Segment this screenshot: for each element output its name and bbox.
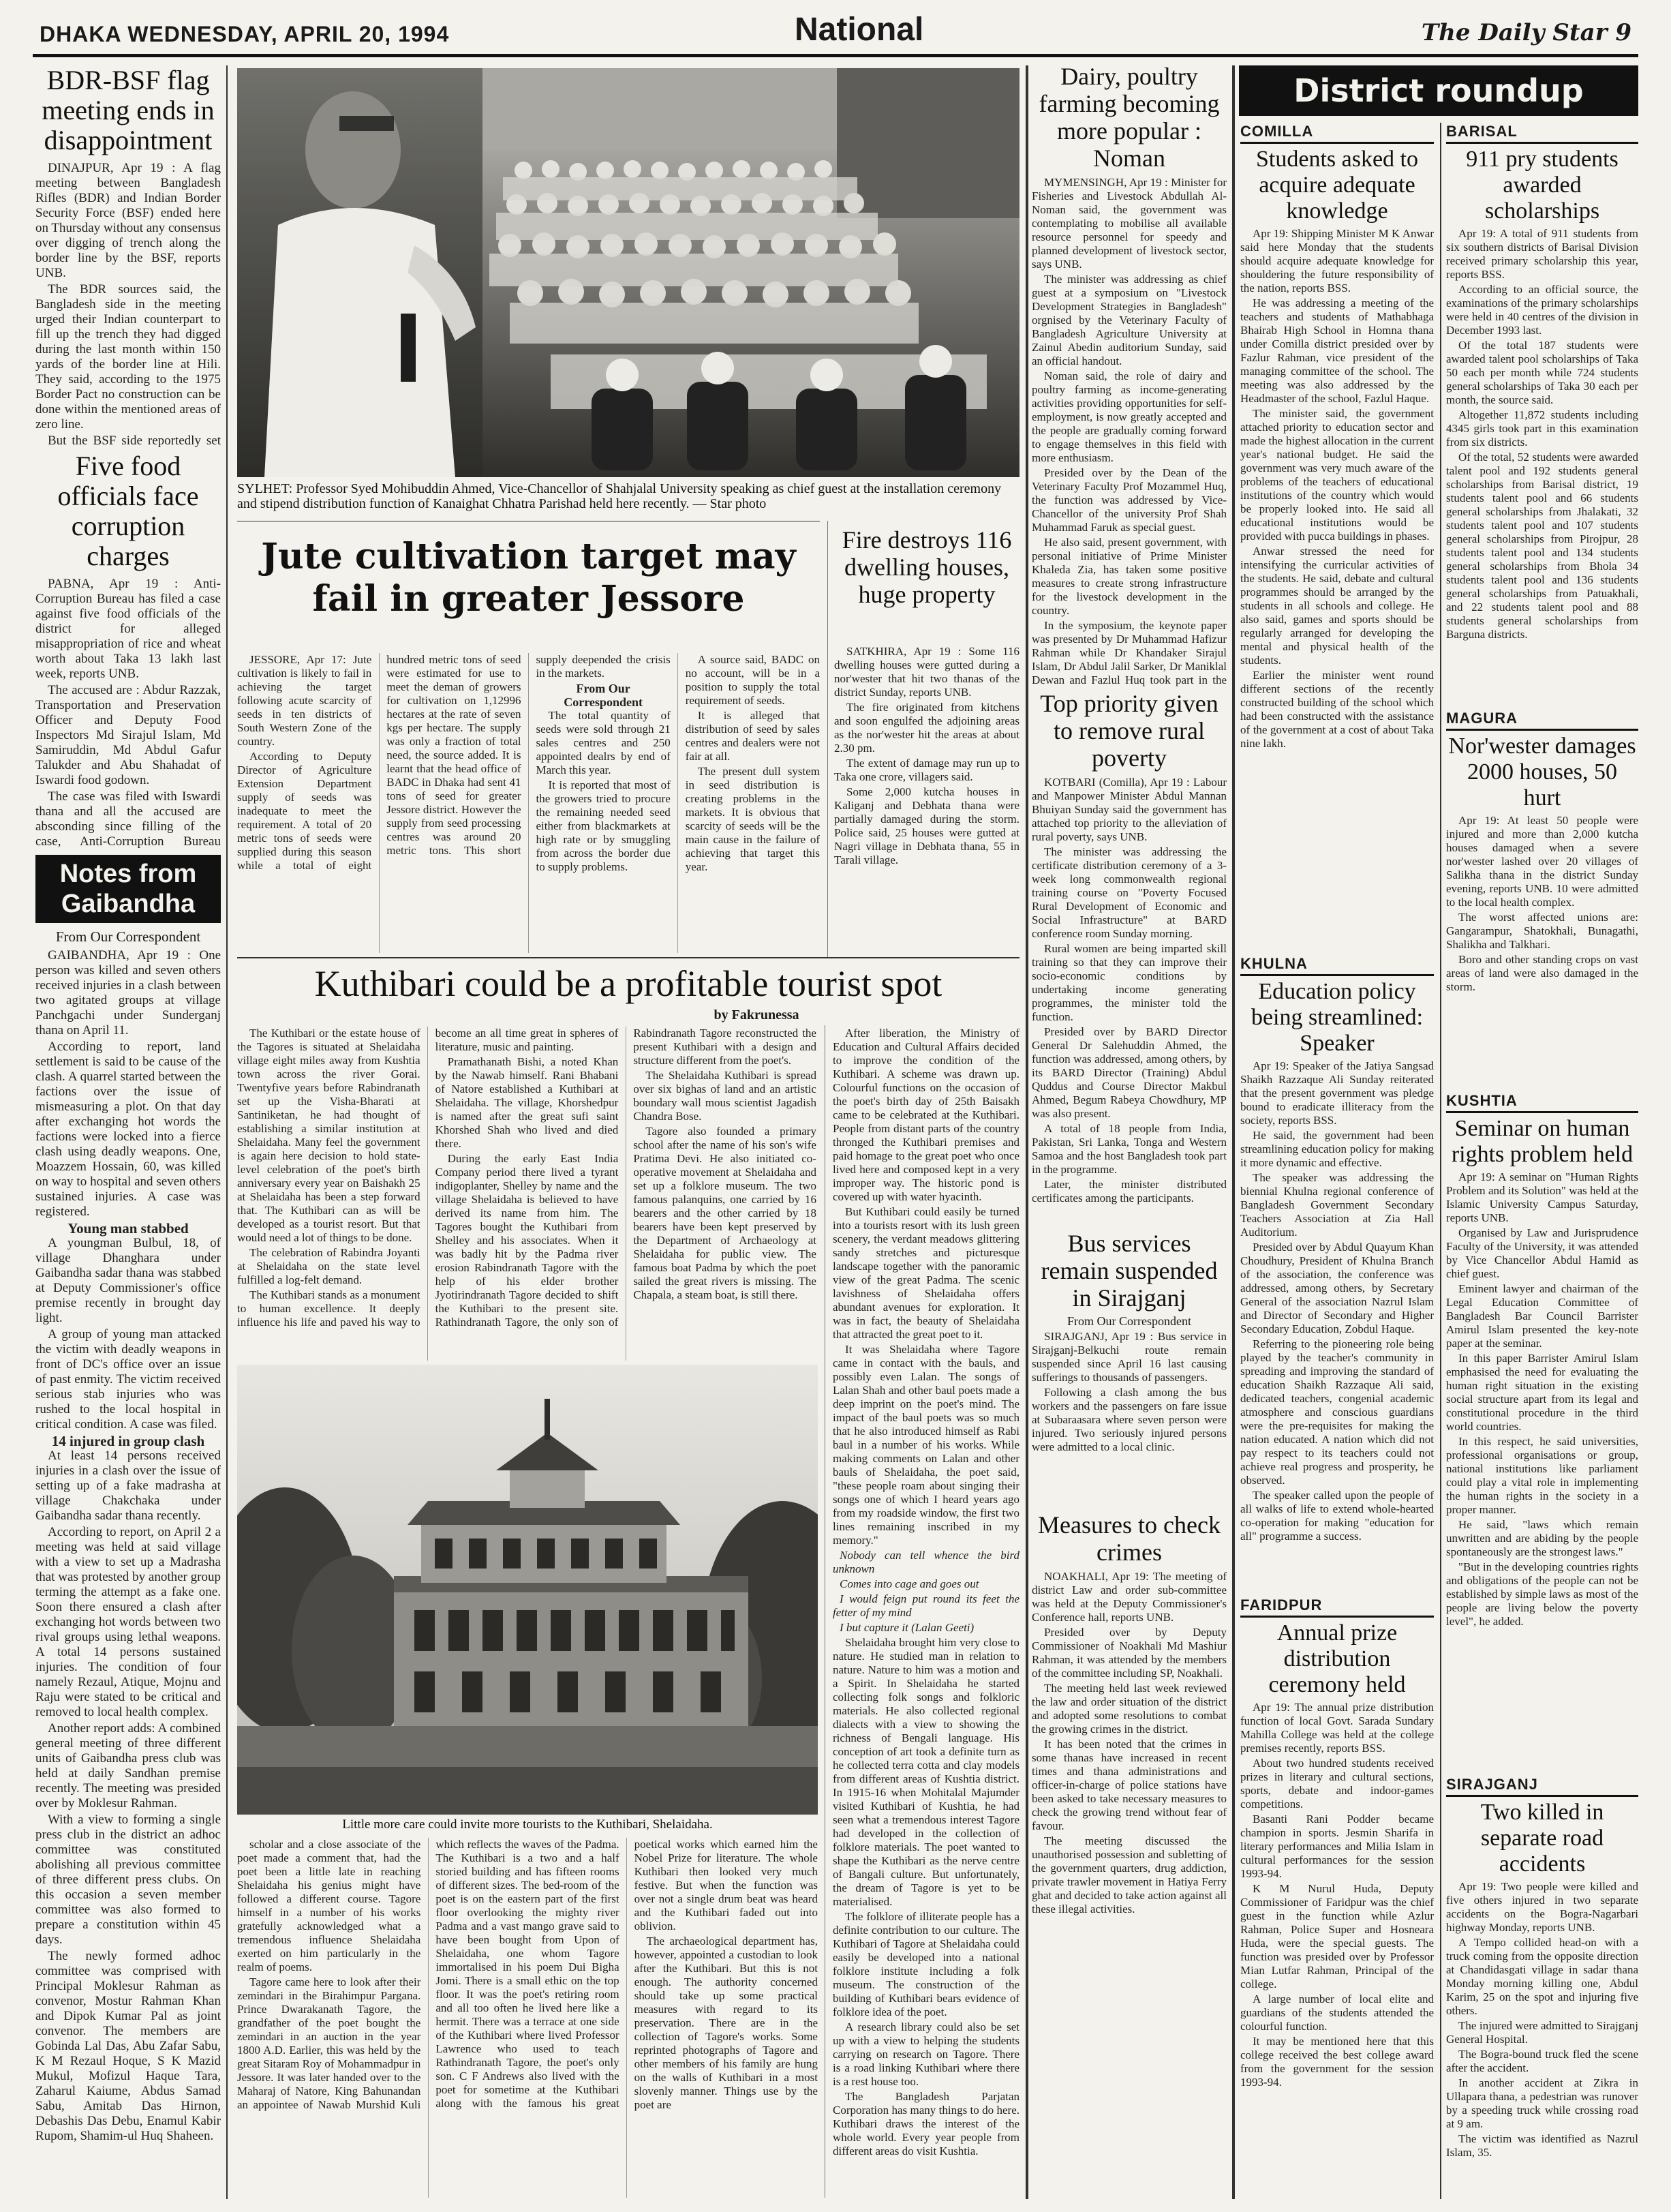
- paragraph: A youngman Bulbul, 18, of village Dhanghara under Gaibandha sadar thana was stabbed at Deputy Commissioner's office premise recently in brought day light.: [35, 1236, 221, 1325]
- paragraph: Of the total 187 students were awarded talent pool scholarships of Taka 50 each per month while 724 students general scholarships of Taka 30 each per month, the source said.: [1446, 339, 1638, 406]
- paragraph: He said, "laws which remain unwritten and are abiding by the people spontaneously are the strongest laws.": [1446, 1518, 1638, 1558]
- comilla-article: [1240, 227, 1434, 950]
- paragraph: Anwar stressed the need for intensifying the curricular activities of the students. He said, debate and cultural programmes should be arranged by the students in all schools and college. He also said, games and sports should be regularly arranged for developing the mental and physical health of the students.: [1240, 545, 1434, 667]
- paragraph: The celebration of Rabindra Joyanti at Shelaidaha on the state level fulfilled a log-felt demand.: [237, 1246, 420, 1286]
- paragraph: NOAKHALI, Apr 19: The meeting of district Law and order sub-committee was held at the Deputy Commissioner's Conference hall, reports UNB.: [1032, 1570, 1227, 1624]
- magura-label: MAGURA: [1446, 710, 1638, 731]
- paragraph: Apr 19: At least 50 people were injured and more than 2,000 kutcha houses damaged when a severe nor'wester lashed over 20 villages of Salikha thana in the district Sunday evening, reports UNB. 10 were admitted to the local health complex.: [1446, 814, 1638, 909]
- paragraph: The case was filed with Iswardi thana and all the accused are absconding since filling of the case, Anti-Corruption Bureau: [35, 789, 221, 849]
- khulna-article: [1240, 1059, 1434, 1591]
- paragraph: The Kuthibari stands as a monument to human excellence. It deeply influence his life and paved his way to become an all time great in spheres of literature, music and painting.: [237, 1027, 619, 1329]
- verse-line: Comes into cage and goes out: [840, 1577, 979, 1590]
- paragraph: Presided over by Abdul Quayum Khan Choudhury, President of Khulna Branch of the association, the conference was addressed, among others, by Secretary General of the association Nazrul Islam and Director of Secondary and Higher Secondary Education, Zobdul Haque.: [1240, 1241, 1434, 1335]
- paragraph: A large number of local elite and guardians of the students attended the colourful function.: [1240, 1993, 1434, 2033]
- jute-headline: Jute cultivation target may fail in greater Jessore: [261, 536, 796, 620]
- left-column: [35, 65, 221, 2199]
- paragraph: In the symposium, the keynote paper was presented by Dr Muhammad Hafizur Rahman while Dr Khandaker Sirajul Islam, Dr Abdul Jalil Sarker, Dr Maniklal Dewan and Fazlul Huq took part in the: [1032, 619, 1227, 686]
- paragraph: Presided over by Deputy Commissioner of Noakhali Md Mashiur Rahman, it was attended by the members of the committee including SP, Noakhali.: [1032, 1626, 1227, 1680]
- paragraph: The folklore of illiterate people has a definite contribution to our culture. The Kuthibari of Tagore at Shelaidaha could easily be developed into a national folklore institute including a folk museum. The construction of the building of Kuthibari bears evidence of folklore idea of the poet.: [833, 1910, 1020, 2018]
- priority-article: [1032, 776, 1227, 1226]
- sirajganj-headline: Two killed in separate road accidents: [1480, 1800, 1604, 1877]
- paragraph: Tagore also founded a primary school after the name of his son's wife Pratima Devi. He also initiated co-operative movement at Shelaidaha and set up a folklore museum. The two famous palanquins, one carried by 16 bearers and the other carried by 18 bearers have been kept preserved by the Department of Archaeology at Shelaidaha for public view. The famous boat Padma by which the poet sailed the great rivers is missing. The Chapala, a steam boat, is still there.: [633, 1125, 816, 1301]
- paragraph: Tagore came here to look after their zemindari in the Birahimpur Pargana. Prince Dwarakanath Tagore, the grandfather of the poet bought the zemindari in an auction in the year 1800 A.D. Earlier, this was held by the great Sitaram Roy of Mohammadpur in Jessore. It was later handed over to the Maharaj of Natore, King Bahunandan an appointee of Nawab Murshid Kuli which reflects the waves of the Padma. The Kuthibari is a two and a half storied building and has fifteen rooms of different sizes. The bed-room of the poet is on the eastern part of the first floor overlooking the mighty river Padma and a vast mango grave said to have been bought from Upon of Shelaidaha, one whom Tagore immortalised in his poem Dui Bigha Jomi. There is a small ethic on the top floor. It was the poet's retiring room and all too often he lived here like a hermit. There was a terrace at one side of the Kuthibari where lived Professor Lawrence who used to teach Rathindranath Tagore, the poet's only son. C F Andrews also lived with the poet for sometime at the Kuthibari along with the famous his great poetical works which earned him the Nobel Prize for literature. The whole Kuthibari then looked very much festive. But when the function was over not a single drum beat was heard and the Kuthibari faded out into oblivion.: [237, 1838, 818, 2111]
- dairy-article: [1032, 176, 1227, 687]
- paragraph: Presided over by the Dean of the Veterinary Faculty Prof Mozammel Huq, the function was addressed by Vice-Chancellor of the university Prof Shah Muhammad Faruk as special guest.: [1032, 466, 1227, 534]
- paragraph: It may be mentioned here that this college received the best college award from the government for the session 1993-94.: [1240, 2035, 1434, 2089]
- kuthibari-photo-svg: [237, 1365, 818, 1815]
- paragraph: According to report, land settlement is said to be cause of the clash. A quarrel started between the factions over the issue of mismeasuring a plot. On that day after exchanging hot words the factions were locked into a fierce clash using deadly weapons. One, Moazzem Hossain, 60, was killed on way to hospital and seven others sustained injuries. A case was registered.: [35, 1040, 221, 1219]
- paragraph: In this paper Barrister Amirul Islam emphasised the need for evaluating the human right situation in the existing social structure apart from its legal and constitutional procedure in the third world countries.: [1446, 1352, 1638, 1433]
- paragraph: SIRAJGANJ, Apr 19 : Bus service in Sirajganj-Belkuchi route remain suspended since April 16 last causing sufferings to thousands of passengers.: [1032, 1330, 1227, 1384]
- paragraph: The total quantity of seeds were sold through 21 sales centres and 250 appointed dealrs by end of March this year.: [536, 709, 671, 776]
- crime-headline: Measures to check crimes: [1038, 1511, 1221, 1566]
- magura-article: [1446, 814, 1638, 1087]
- paragraph: The accused are : Abdur Razzak, Transportation and Preservation Officer and Deputy Food Inspectors Md Sirajul Islam, Md Samiruddin, Md Abdul Gafur Talukder and Abu Shahadat of Iswardi food godown.: [35, 683, 221, 787]
- paragraph: The Shelaidaha Kuthibari is spread over six bighas of land and an artistic boundary wall mous scientist Jagadish Chandra Bose.: [633, 1069, 816, 1123]
- rule: [827, 521, 828, 957]
- paragraph: Altogether 11,872 students including 4345 girls took part in this examination from six districts.: [1446, 408, 1638, 449]
- fire-article: [834, 645, 1020, 952]
- faridpur-article: [1240, 1701, 1434, 2137]
- district-roundup-title: District roundup: [1239, 65, 1638, 116]
- bus-article: [1032, 1330, 1227, 1507]
- food-article: [35, 577, 221, 849]
- paragraph: Apr 19: A seminar on "Human Rights Problem and its Solution" was held at the Islamic University Campus Saturday, reports UNB.: [1446, 1170, 1638, 1224]
- paragraph: At least 14 persons received injuries in a clash over the issue of setting up of a fake madrasha at village Chakchaka under Gaibandha sadar thana recently.: [35, 1449, 221, 1523]
- paragraph: But the BSF side reportedly set: [48, 434, 221, 447]
- column-rule: [1440, 123, 1441, 2199]
- paragraph: "But in the developing countries rights and obligations of the people can not be established by simple laws as most of the people are living below the poverty level", he added.: [1446, 1560, 1638, 1628]
- sylhet-photo-caption: SYLHET: Professor Syed Mohibuddin Ahmed, Vice-Chancellor of Shahjalal University speaking as chief guest at the installation ceremony and stipend distribution function of Kanaighat Chhatra Parishad held here recently. — Star photo: [237, 481, 1002, 511]
- paragraph: It is alleged that distribution of seed by sales centres and dealers were not fair at all.: [685, 709, 820, 763]
- notes-article: [35, 948, 221, 2148]
- paragraph: About two hundred students received prizes in literary and cultural sections, sports, debate and indoor-games competitions.: [1240, 1757, 1434, 1810]
- notes-title: Notes from Gaibandha: [35, 855, 221, 923]
- paragraph: Some 2,000 kutcha houses in Kaliganj and Debhata thana were partially damaged during the storm. Police said, 25 houses were gutted at Nagri village in Debhata thana, 55 in Tarali village.: [834, 785, 1020, 866]
- paragraph: Following a clash among the bus workers and the passengers on fare issue at Subaraasara where seven person were injured. Two seriously injured persons were admitted to a local clinic.: [1032, 1386, 1227, 1453]
- paragraph: The minister was addressing as chief guest at a symposium on "Livestock Development Strategies in Bangladesh" orgnised by the Veterinary Faculty of Bangladesh Agriculture University at Zainul Abedin auditorium Sunday, said an official handout.: [1032, 273, 1227, 367]
- paragraph: The archaeological department has, however, appointed a custodian to look after the Kuthibari. But this is not enough. The authority concerned should take up some practical measures with regard to its preservation. There are in the collection of Tagore's works. Some reprinted photographs of Tagore and other members of his family are hung on the walls of Kuthibari in a most slovenly manner. Things use by the poet are: [634, 1935, 818, 2111]
- sylhet-ceremony-photo-svg: [237, 68, 1020, 477]
- bus-byline: From Our Correspondent: [1067, 1314, 1191, 1328]
- dateline: DHAKA WEDNESDAY, APRIL 20, 1994: [40, 22, 450, 46]
- paragraph: He also said, present government, with personal initiative of Prime Minister Khaleda Zia, has taken some positive measures to create strong infrastructure for the livestock development in the country.: [1032, 536, 1227, 617]
- paragraph: Boro and other standing crops on vast areas of land were also damaged in the storm.: [1446, 953, 1638, 993]
- kuthibari-photo: [237, 1365, 818, 1815]
- verse-line: I would feign put round its feet the fetter of my mind: [833, 1592, 1020, 1619]
- paragraph: He said, the government had been streamlining education policy for making it more dynamic and effective.: [1240, 1129, 1434, 1169]
- verse-line: I but capture it (Lalan Geeti): [840, 1621, 975, 1634]
- paragraph: Shelaidaha brought him very close to nature. He studied man in relation to nature. Nature to him was a motion and a Spirit. In Shelaidaha he started collecting folk songs and folkloric materials. He also collected regional dialects with a view to showing the richness of Bengali language. His conception of art took a definite turn as he collected terra cotta and clay models from different areas of Kushtia district. In 1915-16 when Mohitalal Majumder visited Kuthibari of Kushtia, he had seen what a tremendous interest Tagore had developed in the collection of folklore materials. The poet wanted to shape the Kuthibari as the nerve centre of Bangali culture. But unfortunately, the dream of Tagore is yet to be materialised.: [833, 1636, 1020, 1908]
- paragraph: The extent of damage may run up to Taka one crore, villagers said.: [834, 757, 1020, 783]
- column-rule: [1233, 65, 1235, 2199]
- kuthibari-byline: by Fakrunessa: [714, 1007, 799, 1022]
- barisal-article: [1446, 227, 1638, 704]
- paragraph: PABNA, Apr 19 : Anti-Corruption Bureau has filed a case against five food officials of the district for alleged misappropriation of rice and wheat worth about Taka 13 lakh last week, reports UNB.: [35, 577, 221, 681]
- comilla-label: COMILLA: [1240, 123, 1434, 144]
- paragraph: Apr 19: Shipping Minister M K Anwar said here Monday that the students should acquire adequate knowledge for shouldering the future responsibility of the nation, reports BSS.: [1240, 227, 1434, 294]
- paragraph: Earlier the minister went round different sections of the recently constructed building of the school which had been constructed with the assistance of the government at a cost of about Taka nine lakh.: [1240, 669, 1434, 750]
- barisal-label: BARISAL: [1446, 123, 1638, 144]
- district-column-a: [1240, 123, 1434, 2199]
- paragraph: In this respect, he said universities, professional organisations or group, national institutions like parliament could play a vital role in implementing the human rights in the society in a proper manner.: [1446, 1435, 1638, 1516]
- paragraph: With a view to forming a single press club in the district an adhoc committee was constituted abolishing all previous committee of three different press clubs. On this occasion a seven member committee was also formed to prepare a constitution within 45 days.: [35, 1813, 221, 1947]
- khulna-label: KHULNA: [1240, 955, 1434, 976]
- newspaper-name: The Daily Star 9: [1421, 19, 1631, 46]
- paragraph: A Tempo collided head-on with a truck coming from the opposite direction at Chandidasgati village in sadar thana Monday morning killing one, Abdul Karim, 25 on the spot and injuring five others.: [1446, 1936, 1638, 2017]
- paragraph: The speaker called upon the people of all walks of life to extend whole-hearted co-operation for making "education for all" programme a success.: [1240, 1489, 1434, 1543]
- crime-article: [1032, 1570, 1227, 2061]
- paragraph: DINAJPUR, Apr 19 : A flag meeting between Bangladesh Rifles (BDR) and Indian Border Security Force (BSF) ended here on Thursday without any consensus over digging of trench along the border line by the BSF, reports UNB.: [35, 161, 221, 280]
- kushtia-article: [1446, 1170, 1638, 1770]
- jute-article: [237, 653, 820, 953]
- jute-byline: From Our Correspondent: [564, 682, 643, 709]
- paragraph: According to Deputy Director of Agriculture Extension Department supply of seeds was inadequate to meet the requirement. A total of 20 metric tons of seeds were supplied during this season while a total of eight hundred metric tons of seed were estimated for use to meet the deman of growers for cultivation on 1,12996 hectares at the rate of seven kgs per hectare. The supply was only a fraction of total need, the source added. It is learnt that the head office of BADC in Dhaka had sent 41 tons of seed for greater Jessore district. However the supply from seed processing centres was around 20 metric tons. This short supply deepended the crisis in the markets.: [237, 653, 671, 872]
- paragraph: Apr 19: The annual prize distribution function of local Govt. Sarada Sundary Mahilla College was held at the college premises recently, reports BSS.: [1240, 1701, 1434, 1755]
- paragraph: K M Nurul Huda, Deputy Commissioner of Faridpur was the chief guest in the function while Azlur Rahman, Police Super and Hosneara Huda, were the special guests. The function was presided over by Professor Mian Lutfar Rahman, Principal of the college.: [1240, 1882, 1434, 1990]
- dairy-headline: Dairy, poultry farming becoming more popular : Noman: [1039, 63, 1220, 172]
- kuthibari-article-upper: [237, 1027, 816, 1361]
- kuthibari-headline: Kuthibari could be a profitable tourist spot: [314, 963, 942, 1004]
- paragraph: Noman said, the role of dairy and poultry farming as income-generating activities providing opportunities for self-employment, is now greatly accepted and the people are gradually coming forward to engage themselves in this field with more enthusiasm.: [1032, 369, 1227, 464]
- paragraph: Presided over by BARD Director General Dr Salehuddin Ahmed, the function was addressed, among others, by its BARD Director (Training) Abdul Quddus and Course Director Makbul Ahmed, Begum Rabeya Chowdhury, MP was also present.: [1032, 1025, 1227, 1120]
- paragraph: The meeting discussed the unauthorised possession and subletting of the government quarters, drug addiction, private trawler movement in Hatiya Ferry ghat and decided to take action against all these illegal activities.: [1032, 1834, 1227, 1915]
- paragraph: The injured were admitted to Sirajganj General Hospital.: [1446, 2019, 1638, 2046]
- paragraph: Pramathanath Bishi, a noted Khan by the Nawab himself. Rani Bhabani of Natore established a Kuthibari at Shelaidaha. The village, Khorshedpur is named after the great sufi saint Khorshed Shah who lived and died there.: [435, 1055, 619, 1150]
- paragraph: According to an official source, the examinations of the primary scholarships were held in 40 centres of the division in December 1993 last.: [1446, 283, 1638, 337]
- khulna-headline: Education policy being streamlined: Speaker: [1251, 979, 1424, 1056]
- kuthibari-photo-caption: Little more care could invite more tourists to the Kuthibari, Shelaidaha.: [342, 1817, 713, 1832]
- district-column-b: [1446, 123, 1638, 2199]
- paragraph: Of the total, 52 students were awarded talent pool and 192 students general scholarships from Barisal district, 19 students talent pool and 66 students general scholarships from Jhalakati, 32 students talent pool and 107 students general scholarships from Pirojpur, 28 students talent pool and 134 students general scholarships from Bhola 34 students talent pool and 136 students general scholarships from Patuakhali, and 22 students talent pool and 88 students general scholarships from Barguna districts.: [1446, 451, 1638, 641]
- comilla-headline: Students asked to acquire adequate knowledge: [1256, 147, 1418, 224]
- paragraph: After liberation, the Ministry of Education and Cultural Affairs decided to improve the condition of the Kuthibari. A scheme was drawn up. Colourful functions on the occasion of the poet's birth day of 25th Baisakh came to be celebrated at the Kuthibari. People from distant parts of the country thronged the Kuthibari premises and paid homage to the great poet who once lived here and composed kept in a very improper way. The historic pond is covered up with water hyacinth.: [833, 1027, 1020, 1203]
- paragraph: SATKHIRA, Apr 19 : Some 116 dwelling houses were gutted during a nor'wester that hit two thanas of the district Sunday, reports UNB.: [834, 645, 1020, 699]
- faridpur-label: FARIDPUR: [1240, 1596, 1434, 1618]
- paragraph: GAIBANDHA, Apr 19 : One person was killed and seven others received injuries in a clash between two agitated groups at village Panchgachi under Sunderganj thana on April 11.: [35, 948, 221, 1037]
- paragraph: Later, the minister distributed certificates among the participants.: [1032, 1178, 1227, 1205]
- paragraph: JESSORE, Apr 17: Jute cultivation is likely to fail in achieving the target following acute scarcity of seeds in ten districts of South Western Zone of the country.: [237, 653, 372, 748]
- paragraph: The BDR sources said, the Bangladesh side in the meeting urged their Indian counterpart to fill up the trench they had digged during the last month within 150 yards of the border line at Hili. They said, according to the 1975 Border Pact no construction can be done within the mentioned areas of zero line.: [35, 282, 221, 431]
- paragraph: A total of 18 people from India, Pakistan, Sri Lanka, Tonga and Western Samoa and the host Bangladesh took part in the programme.: [1032, 1122, 1227, 1176]
- paragraph: scholar and a close associate of the poet made a comment that, had the poet been a little late in reaching Shelaidaha his genius might have followed a different course. Tagore himself in a number of his works gratefully acknowledged what a tremendous influence Shelaidaha exerted on him particularly in the realm of poems.: [237, 1838, 421, 1973]
- paragraph: Apr 19: A total of 911 students from six southern districts of Barisal Division received primary scholarship this year, reports BSS.: [1446, 227, 1638, 281]
- paragraph: But Kuthibari could easily be turned into a tourists resort with its lush green scenery, the verdant meadows glittering sandy stretches and picturesque landscape together with the panoramic view of the great Padma. The scenic lavishness of Shelaidaha offers abundant avenues for exploration. It was in fact, the beauty of Shelaidaha that attracted the great poet to it.: [833, 1205, 1020, 1341]
- injured-subhead: 14 injured in group clash: [51, 1433, 205, 1449]
- sylhet-ceremony-photo: [237, 68, 1020, 477]
- paragraph: The newly formed adhoc committee was comprised with Principal Moklesur Rahman as convenor, Mostur Rahman Khan and Dipok Kumar Pal as joint convenor. The members are Gobinda Lal Das, Abu Zafar Sabu, K M Rezaul Hoque, S K Mazid Mukul, Mofizul Haque Tara, Zaharul Kaiume, Abdus Samad Sabu, Amitab Das Hirnon, Debashis Das Debu, Enamul Kabir Rupom, Shamim-ul Huq Shaheen.: [35, 1949, 221, 2143]
- rule: [237, 957, 1020, 958]
- paragraph: Referring to the pioneering role being played by the teacher's community in spreading and improving the standard of education Shaikh Razzaque Ali said, dedicated teachers, congenial academic atmosphere and conscious guardians were the pre-requisites for making the nation educated. A nation which did not pay respect to its teachers could not achieve real progress and prosperity, he observed.: [1240, 1337, 1434, 1487]
- paragraph: The Kuthibari or the estate house of the Tagores is situated at Shelaidaha village eight miles away from Kushtia town across the river Gorai. Twentyfive years before Rabindranath set up the Visha-Bharati at Santiniketan, he had thought of establishing a similar institution at Shelaidaha. Many feel the government is again here decision to hold state-level celebration of the poet's birth anniversary every year on Baishakh 25 at Shelaidaha has been a step forward that. The Kuthibari can as will be developed as a tourist resort. But that would need a lot of things to be done.: [237, 1027, 420, 1244]
- paragraph: Another report adds: A combined general meeting of three different units of Gaibandha press club was held at daily Sandhan premise recently. The meeting was presided over by Moklesur Rahman.: [35, 1721, 221, 1810]
- paragraph: A research library could also be set up with a view to helping the students carrying on research on Tagore. There is a road linking Kuthibari where there is a rest house too.: [833, 2020, 1020, 2088]
- paragraph: The speaker was addressing the biennial Khulna regional conference of Bangladesh Government Secondary Teachers Association at Zia Hall Auditorium.: [1240, 1171, 1434, 1239]
- paragraph: MYMENSINGH, Apr 19 : Minister for Fisheries and Livestock Abdullah Al-Noman said, the government was contemplating to mobilise all available resource personnel for speedy and planned development of livestock sector, says UNB.: [1032, 176, 1227, 271]
- paragraph: It has been noted that the crimes in some thanas have increased in recent times and thana administrations and officer-in-charge of police stations have been asked to take necessary measures to check the growing trend without fear of favour.: [1032, 1738, 1227, 1832]
- paragraph: It was Shelaidaha where Tagore came in contact with the bauls, and possibly even Lalan. The songs of Lalan Shah and other baul poets made a deep imprint on the poet's mind. The impact of the baul poets was so much that he also introduced himself as Rabi baul in a number of his works. While making comments on Lalan and other bauls of Shelaidaha, the poet said, "these people roam about singing their songs one of which I heard years ago from my roadside window, the first two lines remaining inscribed in my memory.": [833, 1343, 1020, 1547]
- paragraph: Apr 19: Speaker of the Jatiya Sangsad Shaikh Razzaque Ali Sunday reiterated that the present government was pledge bound to eradicate illiteracy from the society, reports BSS.: [1240, 1059, 1434, 1127]
- center-section: [232, 65, 1024, 2202]
- paragraph: KOTBARI (Comilla), Apr 19 : Labour and Manpower Minister Abdul Mannan Bhuiyan Sunday said the government has attached top priority to the alleviation of rural poverty, says UNB.: [1032, 776, 1227, 843]
- paragraph: It is reported that most of the growers tried to procure the remaining needed seed either from blackmarkets at high rate or by smuggling from across the border due to supply problems.: [536, 778, 671, 873]
- kuthibari-article-right: [833, 1027, 1020, 2194]
- middle-right-column: [1032, 63, 1227, 2199]
- stabbed-subhead: Young man stabbed: [67, 1220, 189, 1237]
- paragraph: The minister said, the government attached priority to education sector and made the highest allocation in the current year's national budget. He said the government was very much aware of the problems of the teachers of educational institutions of the country which would be properly looked into. He said all educational institutions would be provided with pucca buildings in phases.: [1240, 407, 1434, 543]
- priority-headline: Top priority given to remove rural poverty: [1040, 690, 1218, 772]
- paragraph: The victim was identified as Nazrul Islam, 35.: [1446, 2132, 1638, 2159]
- paragraph: The present dull system in seed distribution is creating problems in the markets. It is obvious that scarcity of seeds will be the main cause in the failure of achieving that target this year.: [685, 765, 820, 873]
- paragraph: In another accident at Zikra in Ullapara thana, a pedestrian was runover by a speeding truck while crossing road at 9 am.: [1446, 2076, 1638, 2130]
- notes-byline: From Our Correspondent: [55, 928, 201, 945]
- paragraph: A source said, BADC on no account, will be in a position to supply the total requirement of seeds.: [685, 653, 820, 707]
- paragraph: Apr 19: Two people were killed and five others injured in two separate accidents on the Bogra-Nagarbari highway Monday, reports UNB.: [1446, 1880, 1638, 1934]
- masthead: [33, 10, 1638, 57]
- verse-line: Nobody can tell whence the bird unknown: [833, 1549, 1020, 1575]
- paragraph: The worst affected unions are: Gangarampur, Shatokhali, Bunagathi, Shalikha and Talkhari.: [1446, 911, 1638, 951]
- paragraph: During the early East India Company period there lived a tyrant indigoplanter, Shelley by name and the village Shelaidaha is believed to have derived its name from him. The Tagores bought the Kuthibari from Shelley and his associates. When it was badly hit by the Padma river erosion Rabindranath Tagore with the help of his elder brother Jyotirindranath Tagore decided to shift the Kuthibari to the present site. Rathindranath Tagore, the only son of Rabindranath Tagore reconstructed the present Kuthibari with a design and structure different from the poet's.: [435, 1027, 816, 1329]
- section-title: National: [786, 11, 932, 48]
- magura-headline: Nor'wester damages 2000 houses, 50 hurt: [1448, 733, 1636, 810]
- paragraph: He was addressing a meeting of the teachers and students of Mathabhaga Bhairab High School in Homna thana under Comilla district presided over by Fazlur Rahman, vice president of the managing committee of the school. The meeting was also addressed by the Headmaster of the school, Fazlul Haque.: [1240, 297, 1434, 405]
- bdr-headline: BDR-BSF flag meeting ends in disappointment: [42, 65, 215, 155]
- barisal-headline: 911 pry students awarded scholarships: [1466, 147, 1619, 224]
- kuthibari-article-lower: [237, 1838, 818, 2198]
- paragraph: Rural women are being imparted skill training so that they can improve their socio-economic conditions by undertaking income generating programmes, the minister told the function.: [1032, 942, 1227, 1023]
- sirajganj-article: [1446, 1880, 1638, 2199]
- paragraph: According to report, on April 2 a meeting was held at said village with a view to set up a Madrasha that was protested by another group terming the attempt as a fake one. Soon there ensured a clash after exchanging hot words between two rival groups using lethal weapons. A total 14 persons sustained injuries. The condition of four namely Rezaul, Atique, Mojnu and Raju were stated to be critical and removed to local health complex.: [35, 1525, 221, 1719]
- paragraph: A group of young man attacked the victim with deadly weapons in front of DC's office over an issue of past enmity. The victim received serious stab injuries who was rushed to the local hospital in critical condition. A case was filed.: [35, 1327, 221, 1431]
- paragraph: The minister was addressing the certificate distribution ceremony of a 3-week long commonwealth regional training course on "Poverty Focused Rural Development of Economic and Social Infrastructure" at BARD conference room Sunday morning.: [1032, 845, 1227, 940]
- paragraph: The meeting held last week reviewed the law and order situation of the district and adopted some resolutions to combat the growing crimes in the district.: [1032, 1682, 1227, 1736]
- bus-headline: Bus services remain suspended in Sirajganj: [1041, 1230, 1218, 1312]
- paragraph: Basanti Rani Podder became champion in sports. Jesmin Sharifa in literary performances and Milia Islam in cultural performances for the session 1993-94.: [1240, 1813, 1434, 1880]
- column-rule: [226, 65, 228, 2199]
- paragraph: Organised by Law and Jurisprudence Faculty of the University, it was attended by Vice Chancellor Abdul Hamid as chief guest.: [1446, 1226, 1638, 1280]
- fire-headline: Fire destroys 116 dwelling houses, huge property: [842, 526, 1012, 608]
- kushtia-headline: Seminar on human rights problem held: [1451, 1116, 1634, 1167]
- faridpur-headline: Annual prize distribution ceremony held: [1268, 1620, 1406, 1697]
- kushtia-label: KUSHTIA: [1446, 1092, 1638, 1113]
- column-rule: [1027, 65, 1028, 2199]
- paragraph: The fire originated from kitchens and soon engulfed the adjoining areas as the nor'wester hit the areas at about 2.30 pm.: [834, 701, 1020, 755]
- paragraph: The Bogra-bound truck fled the scene after the accident.: [1446, 2048, 1638, 2074]
- food-headline: Five food officials face corruption charges: [57, 451, 199, 571]
- sirajganj-label: SIRAJGANJ: [1446, 1776, 1638, 1797]
- bdr-article: [35, 161, 221, 447]
- paragraph: Eminent lawyer and chairman of the Legal Education Committee of Bangladesh Bar Council Barrister Amirul Islam presented the key-note paper at the seminar.: [1446, 1282, 1638, 1350]
- paragraph: The Bangladesh Parjatan Corporation has many things to do here. Kuthibari draws the interest of the whole world. Every year people from different areas do visit Kushtia.: [833, 2090, 1020, 2157]
